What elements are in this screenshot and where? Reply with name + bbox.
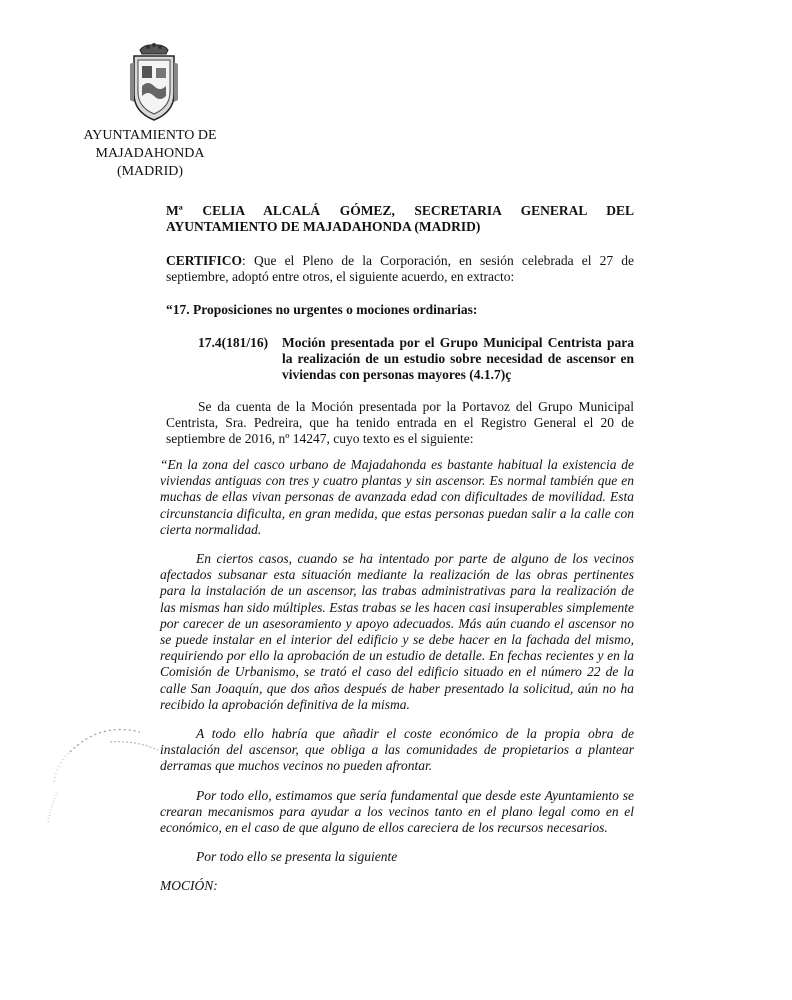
org-name-line1: AYUNTAMIENTO DE [83,128,217,143]
motion-number: 17.4(181/16) [198,335,269,350]
org-name-line3: (MADRID) [116,164,184,179]
org-name-line2: MAJADAHONDA [95,146,205,161]
quote-paragraph-2: En ciertos casos, cuando se ha intentado por parte de alguno de los vecinos afectados subsanar esta situación mediante la realización de las obras pertinentes para la instalación de un ascensor, las trabas administrativas para la realización de las mismas han sido múltiples. Estas trabas se les hacen casi insuperables simplemente por carecer de un asesoramiento y apoyo adecuados. Más aún cuando el ascensor no se puede instalar en el interior del edificio y se debe hacer en la fachada del mismo, requiriendo por ello la aprobación de un estudio de detalle. En fechas recientes y en la Comisión de Urbanismo, se trató el caso del edificio situado en el número 22 de la calle San Joaquín, que dos años después de haber presentado la solicitud, aún no ha recibido la aprobación definitiva de la misma. [160,551,634,712]
section-heading: “17. Proposiciones no urgentes o mociones ordinarias: [166,302,478,317]
quote-paragraph-1: “En la zona del casco urbano de Majadahonda es bastante habitual la existencia de viviendas antiguas con tres y cuatro plantas y sin ascensor. Es normal también que en muchas de ellas vivan personas de avanzada edad con dificultades de movilidad. Esta circunstancia dificulta, en gran medida, que estas personas puedan salir a la calle con cierta normalidad. [160,457,634,537]
quote-paragraph-3: A todo ello habría que añadir el coste económico de la propia obra de instalación del ascensor, que obliga a las comunidades de propietarios a plantear derramas que muchos vecinos no pueden afrontar. [160,726,634,774]
motion-text [160,457,634,894]
intro-paragraph: Se da cuenta de la Moción presentada por la Portavoz del Grupo Municipal Centrista, Sra. Pedreira, que ha tenido entrada en el Registro General el 20 de septiembre de 2016, nº 14247, cuyo texto es el siguiente: [166,399,634,446]
cert-label: CERTIFICO [166,253,243,268]
municipal-crest-icon [128,42,180,122]
quote-paragraph-4: Por todo ello, estimamos que sería fundamental que desde este Ayuntamiento se crearan mecanismos para ayudar a los vecinos tanto en el plano legal como en el económico, en el caso de que alguno de ellos careciera de los recursos necesarios. [160,787,634,836]
organization-header [70,127,230,181]
motion-title: Moción presentada por el Grupo Municipal Centrista para la realización de un estudio sobre necesidad de ascensor en viviendas con personas mayores (4.1.7)ç [282,335,634,382]
certification-paragraph [166,253,634,285]
faded-stamp-icon [40,712,170,842]
document-title: Mª CELIA ALCALÁ GÓMEZ, SECRETARIA GENERAL DEL AYUNTAMIENTO DE MAJADAHONDA (MADRID) [166,203,634,234]
quote-paragraph-5: Por todo ello se presenta la siguiente [196,849,398,865]
cert-text: : Que el Pleno de la Corporación, en sesión celebrada el 27 de septiembre, adoptó entre otros, el siguiente acuerdo, en extracto: [166,253,634,284]
motion-heading [198,335,634,383]
mocion-label: MOCIÓN: [160,878,218,894]
document-body [166,203,634,447]
